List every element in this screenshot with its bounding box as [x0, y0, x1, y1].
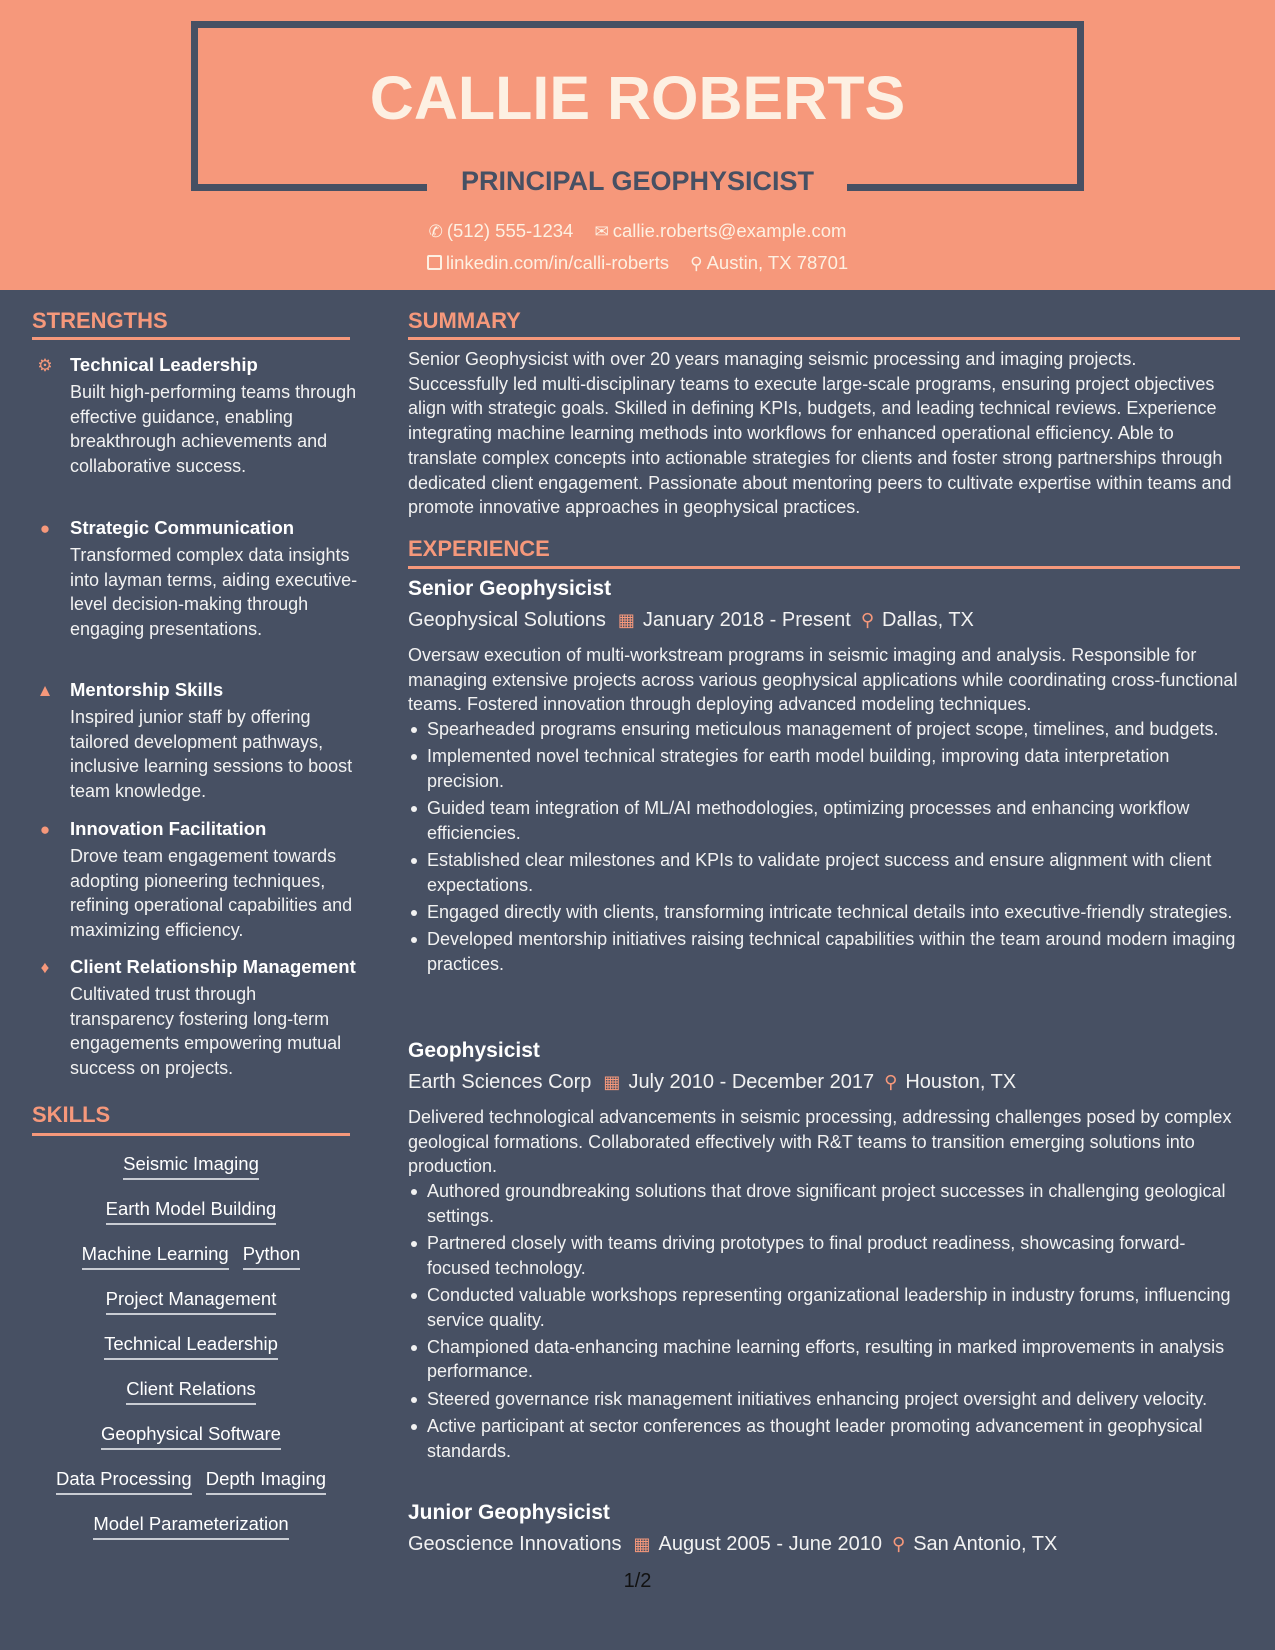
gears-icon: ⚙	[37, 356, 53, 375]
job-title: Junior Geophysicist	[408, 1501, 610, 1524]
skills-row	[32, 1198, 350, 1225]
candidate-name: CALLIE ROBERTS	[369, 64, 906, 132]
page-number: 1/2	[623, 1570, 652, 1592]
contact-email[interactable]: ✉ callie.roberts@example.com	[594, 220, 847, 241]
job-dates: July 2010 - December 2017	[628, 1071, 875, 1093]
strength-desc: Transformed complex data insights into layman terms, aiding executive-level decision-making through engaging presentations.	[70, 545, 358, 640]
candidate-title: PRINCIPAL GEOPHYSICIST	[460, 166, 815, 196]
skills-row	[32, 1153, 350, 1180]
skill-tag: Python	[243, 1243, 301, 1270]
skills-row	[32, 1243, 350, 1270]
strength-desc: Cultivated trust through transparency fostering long-term engagements empowering mutual success on projects.	[70, 984, 342, 1079]
list-item: Engaged directly with clients, transforming intricate technical details into executive-friendly strategies.	[408, 900, 1240, 925]
skill-tag: Project Management	[106, 1288, 277, 1315]
skills-row	[32, 1468, 350, 1495]
lightbulb-icon: ●	[39, 820, 51, 839]
strengths-rule	[32, 337, 350, 340]
summary-text: Senior Geophysicist with over 20 years managing seismic processing and imaging projects. Successfully led multi-disciplinary teams to execute large-scale programs, ensuring project objectives align with strategic goals. Skilled in defining KPIs, budgets, and leading technical reviews. Experience integrating machine learning methods into workflows for enhanced operational efficiency. Able to translate complex concepts into actionable strategies for clients and foster strong partnerships through dedicated client engagement. Passionate about mentoring peers to cultivate expertise within teams and promote innovative approaches in geophysical practices.	[408, 349, 1232, 518]
list-item: Developed mentorship initiatives raising technical capabilities within the team around modern imaging practices.	[408, 927, 1240, 976]
job-description: Oversaw execution of multi-workstream programs in seismic imaging and analysis. Responsible for managing extensive projects across various geophysical applications while coordinating cross-functional teams. Fostered innovation through deploying advanced modeling techniques.	[408, 645, 1238, 715]
job-location: San Antonio, TX	[913, 1533, 1058, 1555]
skills-rule	[32, 1133, 350, 1136]
skill-tag: Depth Imaging	[206, 1468, 326, 1495]
skills-row	[32, 1513, 350, 1540]
list-item: Active participant at sector conferences as thought leader promoting advancement in geophysical standards.	[408, 1414, 1240, 1463]
experience-heading: EXPERIENCE	[408, 536, 550, 561]
list-item: Authored groundbreaking solutions that drove significant project successes in challenging geological settings.	[408, 1179, 1240, 1228]
calendar-icon: ▦	[603, 1072, 621, 1092]
summary-heading: SUMMARY	[408, 308, 521, 333]
skills-row	[32, 1333, 350, 1360]
job-meta	[408, 609, 974, 632]
job-dates: August 2005 - June 2010	[658, 1533, 882, 1555]
skill-tag: Geophysical Software	[101, 1423, 281, 1450]
contact-location: ⚲ Austin, TX 78701	[690, 252, 849, 273]
map-pin-icon: ⚲	[690, 254, 703, 273]
job-location: Houston, TX	[905, 1071, 1017, 1093]
contact-row-2	[0, 252, 1275, 274]
phone-icon: ✆	[428, 222, 443, 241]
skills-heading: SKILLS	[32, 1102, 111, 1127]
map-pin-icon: ⚲	[884, 1072, 898, 1092]
skill-tag: Machine Learning	[82, 1243, 229, 1270]
strengths-heading: STRENGTHS	[32, 308, 168, 333]
strength-title: Technical Leadership	[70, 354, 258, 375]
skill-tag: Earth Model Building	[106, 1198, 277, 1225]
job-company: Earth Sciences Corp	[408, 1071, 592, 1093]
list-item: Conducted valuable workshops representing organizational leadership in industry forums, influencing service quality.	[408, 1283, 1240, 1332]
job-description: Delivered technological advancements in seismic processing, addressing challenges posed by complex geological formations. Collaborated effectively with R&T teams to transition emerging solutions into production.	[408, 1107, 1232, 1177]
skill-tag: Model Parameterization	[93, 1513, 288, 1540]
strength-title: Strategic Communication	[70, 517, 295, 538]
skill-tag: Seismic Imaging	[123, 1153, 259, 1180]
list-item: Championed data-enhancing machine learning efforts, resulting in marked improvements in analysis performance.	[408, 1335, 1240, 1384]
list-item: Spearheaded programs ensuring meticulous management of project scope, timelines, and budgets.	[408, 717, 1240, 742]
contact-phone[interactable]: ✆ (512) 555-1234	[428, 220, 574, 241]
contact-linkedin[interactable]: linkedin.com/in/calli-roberts	[427, 252, 669, 274]
job-bullets	[408, 717, 1240, 979]
handshake-icon: ♦	[40, 958, 50, 977]
skills-row	[32, 1288, 350, 1315]
job-title: Geophysicist	[408, 1039, 540, 1062]
strength-desc: Drove team engagement towards adopting pioneering techniques, refining operational capabilities and maximizing efficiency.	[70, 846, 353, 941]
strength-title: Mentorship Skills	[70, 679, 224, 700]
job-dates: January 2018 - Present	[642, 609, 851, 631]
list-item: Established clear milestones and KPIs to validate project success and ensure alignment with client expectations.	[408, 848, 1240, 897]
calendar-icon: ▦	[633, 1534, 651, 1554]
strength-title: Client Relationship Management	[70, 956, 356, 977]
list-item: Partnered closely with teams driving prototypes to final product readiness, showcasing forward-focused technology.	[408, 1231, 1240, 1280]
map-pin-icon: ⚲	[860, 610, 874, 630]
job-title: Senior Geophysicist	[408, 577, 612, 600]
list-item: Implemented novel technical strategies for earth model building, improving data interpretation precision.	[408, 744, 1240, 793]
summary-rule	[408, 337, 1240, 340]
envelope-icon: ✉	[594, 222, 609, 241]
speech-bubble-icon: ●	[39, 519, 51, 538]
experience-rule	[408, 566, 1240, 569]
header-band	[0, 0, 1275, 290]
skill-tag: Data Processing	[56, 1468, 192, 1495]
calendar-icon: ▦	[617, 610, 635, 630]
strength-desc: Built high-performing teams through effective guidance, enabling breakthrough achievements and collaborative success.	[70, 382, 357, 477]
map-pin-icon: ⚲	[892, 1534, 906, 1554]
list-item: Steered governance risk management initiatives enhancing project oversight and delivery velocity.	[408, 1387, 1240, 1412]
job-company: Geophysical Solutions	[408, 609, 606, 631]
skill-tag: Technical Leadership	[104, 1333, 278, 1360]
job-location: Dallas, TX	[882, 609, 974, 631]
job-meta	[408, 1533, 1057, 1556]
strength-title: Innovation Facilitation	[70, 818, 267, 839]
skill-tag: Client Relations	[126, 1378, 256, 1405]
list-item: Guided team integration of ML/AI methodologies, optimizing processes and enhancing workflow efficiencies.	[408, 796, 1240, 845]
skills-row	[32, 1423, 350, 1450]
graduation-cap-icon: ▲	[36, 681, 54, 700]
skills-row	[32, 1378, 350, 1405]
job-meta	[408, 1071, 1016, 1094]
job-bullets	[408, 1179, 1240, 1466]
linkedin-icon	[427, 255, 442, 270]
strength-desc: Inspired junior staff by offering tailored development pathways, inclusive learning sessions to boost team knowledge.	[70, 707, 353, 802]
contact-row-1	[0, 220, 1275, 242]
job-company: Geoscience Innovations	[408, 1533, 622, 1555]
